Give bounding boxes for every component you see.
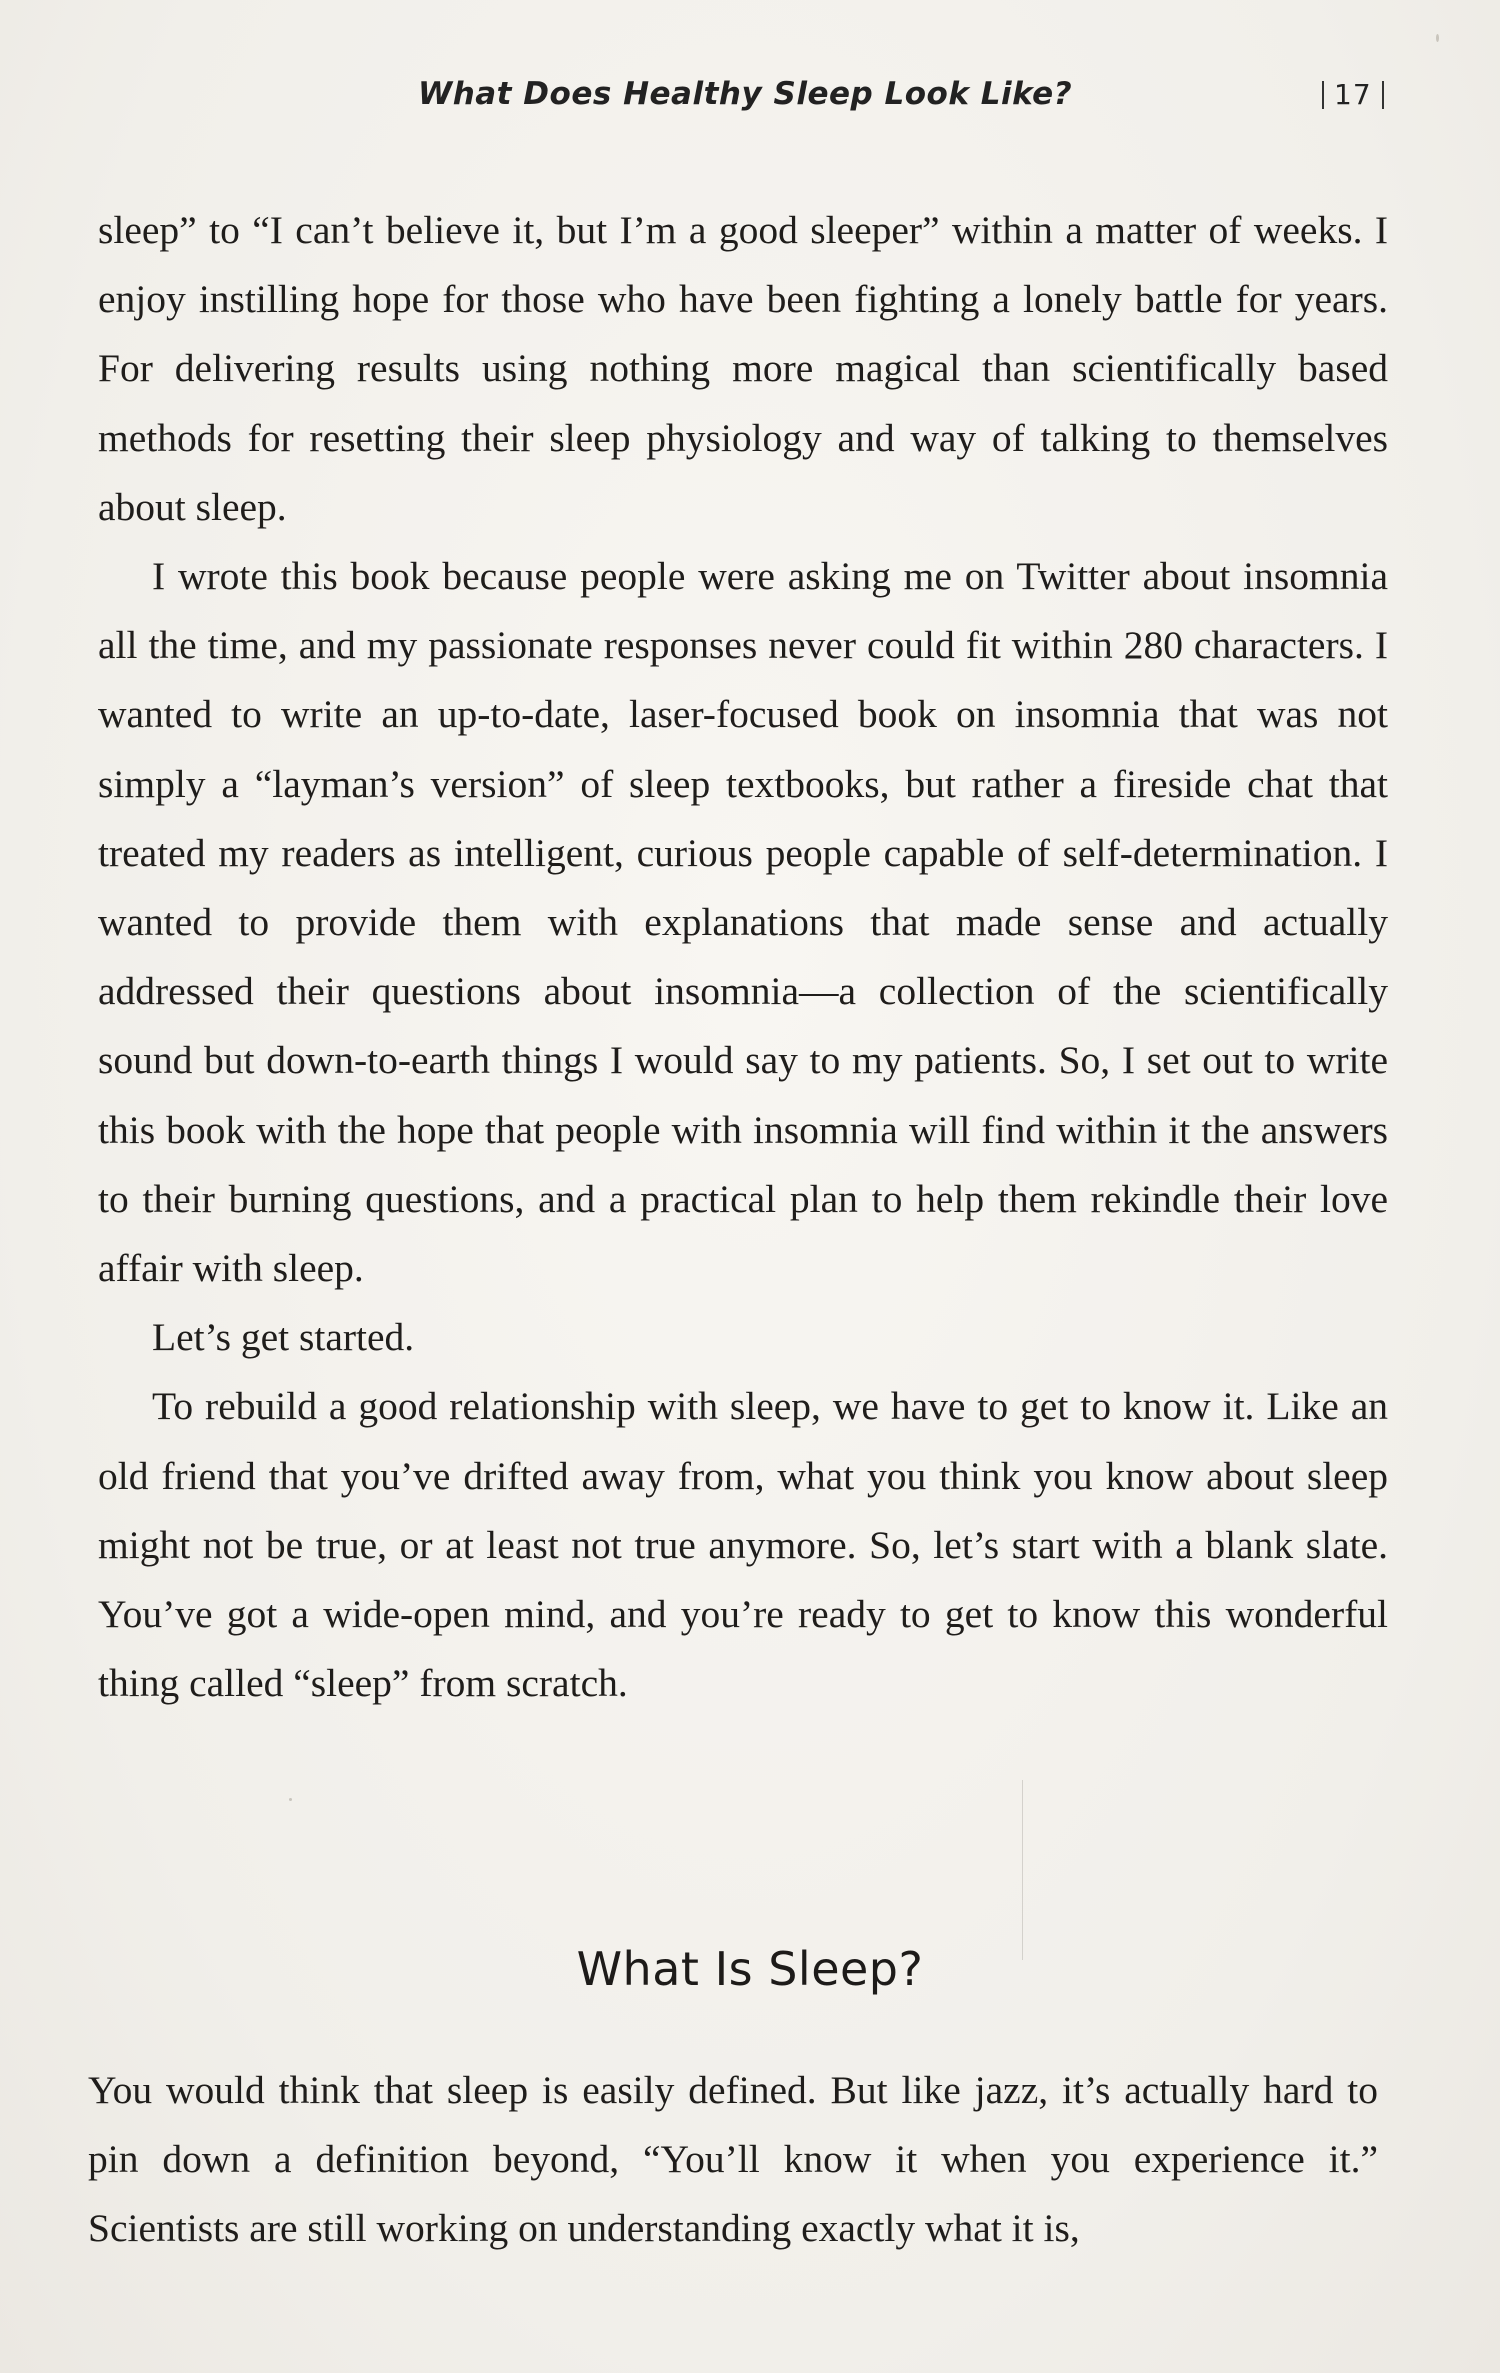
- body-paragraph-4: To rebuild a good relationship with sleep, we have to get to know it. Like an old friend that you’ve drifted away from, what you think you know about sleep might not be true, or at least not true anymore. So, let’s start with a blank slate. You’ve got a wide-open mind, and you’re ready to get to know this wonderful thing called “sleep” from scratch.: [98, 1384, 1388, 1706]
- folio-bar-left: [1322, 81, 1324, 109]
- page-number: [1312, 78, 1394, 111]
- section-paragraph-1: You would think that sleep is easily defined. But like jazz, it’s actually hard to pin down a definition beyond, “You’ll know it when you experience it.” Scientists are still working on understanding exactly what it is,: [88, 2068, 1378, 2251]
- body-paragraph-2: I wrote this book because people were asking me on Twitter about insomnia all the time, and my passionate responses never could fit within 280 characters. I wanted to write an up-to-date, laser-focused book on insomnia that was not simply a “layman’s version” of sleep textbooks, but rather a fireside chat that treated my readers as intelligent, curious people capable of self-determination. I wanted to provide them with explanations that made sense and actually addressed their questions about insomnia—a collection of the scientifically sound but down-to-earth things I would say to my patients. So, I set out to write this book with the hope that people with insomnia will find within it the answers to their burning questions, and a practical plan to help them rekindle their love affair with sleep.: [98, 554, 1388, 1291]
- body-text: [98, 196, 1388, 1718]
- running-head: [0, 76, 1500, 126]
- section-text: [88, 2056, 1378, 2264]
- scan-speck: [1436, 34, 1439, 42]
- body-paragraph-1: sleep” to “I can’t believe it, but I’m a good sleeper” within a matter of weeks. I enjoy instilling hope for those who have been fighting a lonely battle for years. For delivering results using nothing more magical than scientifically based methods for resetting their sleep physiology and way of talking to themselves about sleep.: [98, 208, 1388, 529]
- body-paragraph-3: Let’s get started.: [152, 1315, 415, 1360]
- page-number-value: 17: [1334, 78, 1372, 111]
- running-title: What Does Healthy Sleep Look Like?: [418, 76, 1073, 112]
- folio-bar-right: [1382, 81, 1384, 109]
- section-heading: What Is Sleep?: [576, 1942, 924, 1996]
- scan-artifact-line: [1022, 1780, 1023, 1960]
- scan-speck: [289, 1798, 292, 1801]
